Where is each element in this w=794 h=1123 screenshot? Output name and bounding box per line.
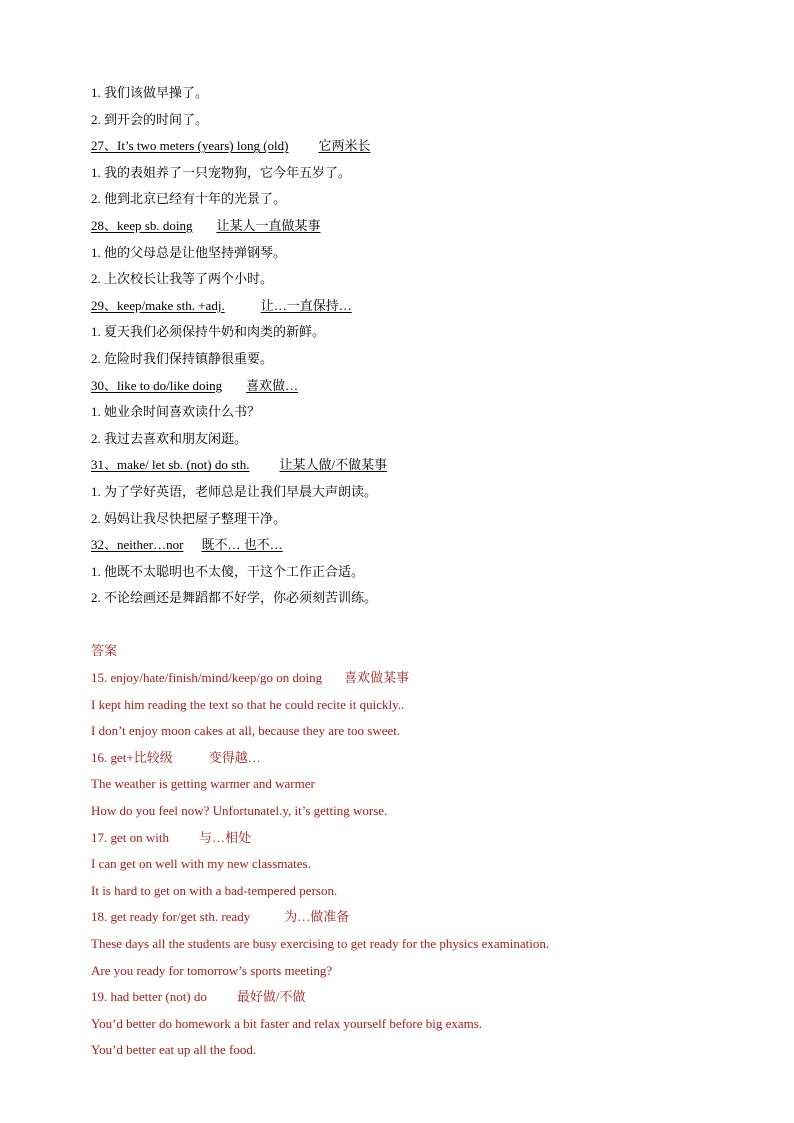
exercise-item: 1. 为了学好英语，老师总是让我们早晨大声朗读。 <box>91 483 378 499</box>
exercise-item: 2. 到开会的时间了。 <box>91 111 209 127</box>
phrase-heading <box>91 452 731 479</box>
phrase-meaning: 为…做准备 <box>284 909 350 925</box>
exercise-item: 2. 危险时我们保持镇静很重要。 <box>91 350 274 366</box>
answer-sentence: You’d better eat up all the food. <box>91 1042 257 1058</box>
phrase-text: 19. had better (not) do <box>91 989 207 1005</box>
phrase-meaning: 让…一直保持… <box>260 297 352 313</box>
answers-title: 答案 <box>91 643 118 659</box>
answer-heading <box>91 904 731 931</box>
exercise-item: 1. 我的表姐养了一只宠物狗，它今年五岁了。 <box>91 164 352 180</box>
phrase-text: 30、like to do/like doing <box>91 377 223 393</box>
answer-sentence: How do you feel now? Unfortunatel.y, it’s getting worse. <box>91 803 388 819</box>
phrase-text: 29、keep/make sth. +adj. <box>91 297 225 313</box>
exercise-section <box>91 80 731 612</box>
exercise-item: 2. 我过去喜欢和朋友闲逛。 <box>91 430 248 446</box>
exercise-item: 2. 上次校长让我等了两个小时。 <box>91 271 274 287</box>
phrase-text: 31、make/ let sb. (not) do sth. <box>91 457 250 473</box>
phrase-meaning: 让某人做/不做某事 <box>279 457 388 473</box>
phrase-meaning: 既不… 也不… <box>201 537 283 553</box>
phrase-meaning: 变得越… <box>208 749 261 765</box>
phrase-heading <box>91 293 731 320</box>
phrase-text: 17. get on with <box>91 829 169 845</box>
answer-sentence: Are you ready for tomorrow’s sports meeting? <box>91 962 333 978</box>
exercise-item: 1. 夏天我们必须保持牛奶和肉类的新鲜。 <box>91 324 326 340</box>
answer-sentence: You’d better do homework a bit faster and relax yourself before big exams. <box>91 1015 483 1031</box>
phrase-text: 15. enjoy/hate/finish/mind/keep/go on doing <box>91 670 323 686</box>
phrase-heading <box>91 373 731 400</box>
exercise-item: 2. 妈妈让我尽快把屋子整理干净。 <box>91 510 287 526</box>
phrase-text: 18. get ready for/get sth. ready <box>91 909 251 925</box>
phrase-meaning: 它两米长 <box>318 138 371 154</box>
answer-heading <box>91 745 731 772</box>
exercise-item: 1. 他的父母总是让他坚持弹钢琴。 <box>91 244 287 260</box>
phrase-meaning: 与…相处 <box>199 829 252 845</box>
document-page <box>91 80 731 1064</box>
exercise-item: 1. 他既不太聪明也不太傻，干这个工作正合适。 <box>91 563 365 579</box>
exercise-item: 2. 他到北京已经有十年的光景了。 <box>91 191 287 207</box>
answer-sentence: I don’t enjoy moon cakes at all, because they are too sweet. <box>91 723 401 739</box>
phrase-heading <box>91 133 731 160</box>
answer-section <box>91 665 731 1064</box>
phrase-text: 16. get+比较级 <box>91 749 173 765</box>
phrase-heading <box>91 532 731 559</box>
answer-heading <box>91 665 731 692</box>
answer-sentence: I can get on well with my new classmates. <box>91 856 311 872</box>
answer-sentence: The weather is getting warmer and warmer <box>91 776 315 792</box>
answer-sentence: These days all the students are busy exercising to get ready for the physics examination. <box>91 936 550 951</box>
phrase-meaning: 喜欢做… <box>246 377 299 393</box>
phrase-text: 27、It’s two meters (years) long (old) <box>91 138 289 154</box>
exercise-item: 1. 我们该做早操了。 <box>91 85 209 100</box>
answer-sentence: I kept him reading the text so that he could recite it quickly.. <box>91 696 405 712</box>
section-spacer <box>91 612 731 639</box>
answer-heading <box>91 984 731 1011</box>
answer-sentence: It is hard to get on with a bad-tempered person. <box>91 882 338 898</box>
phrase-text: 32、neither…nor <box>91 537 184 553</box>
answer-heading <box>91 825 731 852</box>
phrase-heading <box>91 213 731 240</box>
exercise-item: 2. 不论绘画还是舞蹈都不好学，你必须刻苦训练。 <box>91 590 378 606</box>
exercise-item: 1. 她业余时间喜欢读什么书？ <box>91 404 261 420</box>
phrase-text: 28、keep sb. doing <box>91 217 193 233</box>
phrase-meaning: 最好做/不做 <box>236 989 306 1005</box>
phrase-meaning: 喜欢做某事 <box>344 670 410 686</box>
phrase-meaning: 让某人一直做某事 <box>216 217 321 233</box>
